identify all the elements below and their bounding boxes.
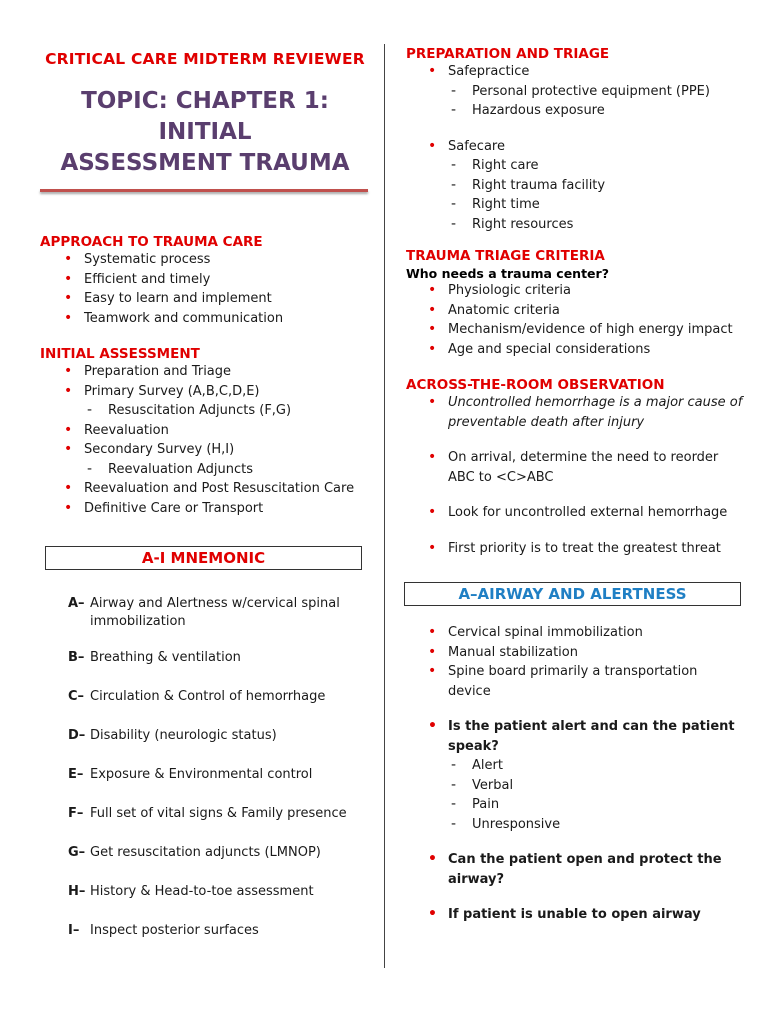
list-item: • On arrival, determine the need to reorder ABC to <C>ABC [404, 448, 744, 487]
list-item: • Physiologic criteria [404, 281, 744, 301]
mnemonic-letter: G– [68, 845, 86, 860]
sub-list-item: - Right trauma facility [404, 176, 744, 196]
list-item: • Easy to learn and implement [40, 289, 370, 309]
list-item: • Look for uncontrolled external hemorrhage [404, 503, 744, 523]
approach-section [40, 234, 370, 328]
airway-list [404, 623, 744, 925]
list-item: • Efficient and timely [40, 270, 370, 290]
mnemonic-letter: C– [68, 689, 85, 704]
observation-list [404, 393, 744, 558]
preparation-list [404, 62, 744, 234]
sub-list-item: - Hazardous exposure [404, 101, 744, 121]
list-item: • Cervical spinal immobilization [404, 623, 744, 643]
mnemonic-heading-box: A-I MNEMONIC [45, 546, 362, 570]
mnemonic-text: Airway and Alertness w/cervical spinal immobilization [90, 596, 340, 629]
mnemonic-item [40, 727, 370, 745]
preparation-section [404, 46, 744, 234]
list-item: • Preparation and Triage [40, 362, 370, 382]
mnemonic-text: Breathing & ventilation [90, 650, 241, 665]
mnemonic-text: Disability (neurologic status) [90, 728, 277, 743]
mnemonic-text: Inspect posterior surfaces [90, 923, 259, 938]
mnemonic-letter: F– [68, 806, 84, 821]
sub-list-item: - Personal protective equipment (PPE) [404, 82, 744, 102]
list-item: • Systematic process [40, 250, 370, 270]
mnemonic-item [40, 595, 370, 631]
list-item: • Safepractice [404, 62, 744, 82]
sub-list-item: - Right time [404, 195, 744, 215]
section-heading: TRAUMA TRIAGE CRITERIA [406, 248, 605, 264]
list-item: • Anatomic criteria [404, 301, 744, 321]
title-underline [40, 189, 368, 192]
mnemonic-item [40, 805, 370, 823]
initial-assessment-section [40, 346, 370, 518]
list-item: • Uncontrolled hemorrhage is a major cause of preventable death after injury [404, 393, 744, 432]
reviewer-title: CRITICAL CARE MIDTERM REVIEWER [45, 50, 365, 68]
mnemonic-letter: I– [68, 923, 80, 938]
left-column [40, 46, 370, 940]
section-heading: APPROACH TO TRAUMA CARE [40, 234, 263, 250]
sub-list-item: - Right resources [404, 215, 744, 235]
sub-list-item: - Reevaluation Adjuncts [40, 460, 370, 480]
mnemonic-text: Full set of vital signs & Family presence [90, 806, 347, 821]
mnemonic-item [40, 766, 370, 784]
mnemonic-text: History & Head-to-toe assessment [90, 884, 314, 899]
mnemonic-letter: D– [68, 728, 86, 743]
list-item: • Primary Survey (A,B,C,D,E) [40, 382, 370, 402]
approach-list [40, 250, 370, 328]
topic-title [40, 86, 370, 179]
list-item: • Teamwork and communication [40, 309, 370, 329]
mnemonic-item [40, 649, 370, 667]
list-item: • Manual stabilization [404, 643, 744, 663]
list-item: • Mechanism/evidence of high energy impact [404, 320, 744, 340]
sub-list-item: - Right care [404, 156, 744, 176]
triage-section [404, 248, 744, 359]
mnemonic-letter: B– [68, 650, 85, 665]
section-heading: PREPARATION AND TRIAGE [406, 46, 610, 62]
mnemonic-text: Get resuscitation adjuncts (LMNOP) [90, 845, 321, 860]
mnemonic-item [40, 922, 370, 940]
triage-list [404, 281, 744, 359]
airway-heading-box: A–AIRWAY AND ALERTNESS [404, 582, 741, 606]
mnemonic-letter: E– [68, 767, 84, 782]
topic-title-line2: ASSESSMENT TRAUMA [60, 150, 350, 176]
list-item: • Definitive Care or Transport [40, 499, 370, 519]
mnemonic-text: Circulation & Control of hemorrhage [90, 689, 326, 704]
section-heading: INITIAL ASSESSMENT [40, 346, 200, 362]
triage-question: Who needs a trauma center? [406, 266, 609, 281]
column-divider [384, 44, 385, 968]
list-item: • Reevaluation and Post Resuscitation Care [40, 479, 370, 499]
list-item: • Age and special considerations [404, 340, 744, 360]
list-item: • Safecare [404, 137, 744, 157]
list-item: • Is the patient alert and can the patient speak? [404, 717, 744, 756]
mnemonic-item [40, 688, 370, 706]
mnemonic-item [40, 883, 370, 901]
observation-section [404, 377, 744, 558]
mnemonic-item [40, 844, 370, 862]
sub-list-item: - Verbal [404, 776, 744, 796]
mnemonic-list [40, 595, 370, 940]
list-item: • Can the patient open and protect the airway? [404, 850, 744, 889]
topic-title-line1: TOPIC: CHAPTER 1: INITIAL [81, 88, 329, 145]
sub-list-item: - Resuscitation Adjuncts (F,G) [40, 401, 370, 421]
mnemonic-letter: A– [68, 596, 85, 611]
list-item: • Spine board primarily a transportation device [404, 662, 744, 701]
initial-assessment-list [40, 362, 370, 518]
section-heading: ACROSS-THE-ROOM OBSERVATION [406, 377, 665, 393]
list-item: • Reevaluation [40, 421, 370, 441]
sub-list-item: - Unresponsive [404, 815, 744, 835]
list-item: • Secondary Survey (H,I) [40, 440, 370, 460]
mnemonic-text: Exposure & Environmental control [90, 767, 313, 782]
mnemonic-letter: H– [68, 884, 86, 899]
sub-list-item: - Alert [404, 756, 744, 776]
list-item: • If patient is unable to open airway [404, 905, 744, 925]
right-column [404, 46, 744, 925]
list-item: • First priority is to treat the greatest threat [404, 539, 744, 559]
sub-list-item: - Pain [404, 795, 744, 815]
